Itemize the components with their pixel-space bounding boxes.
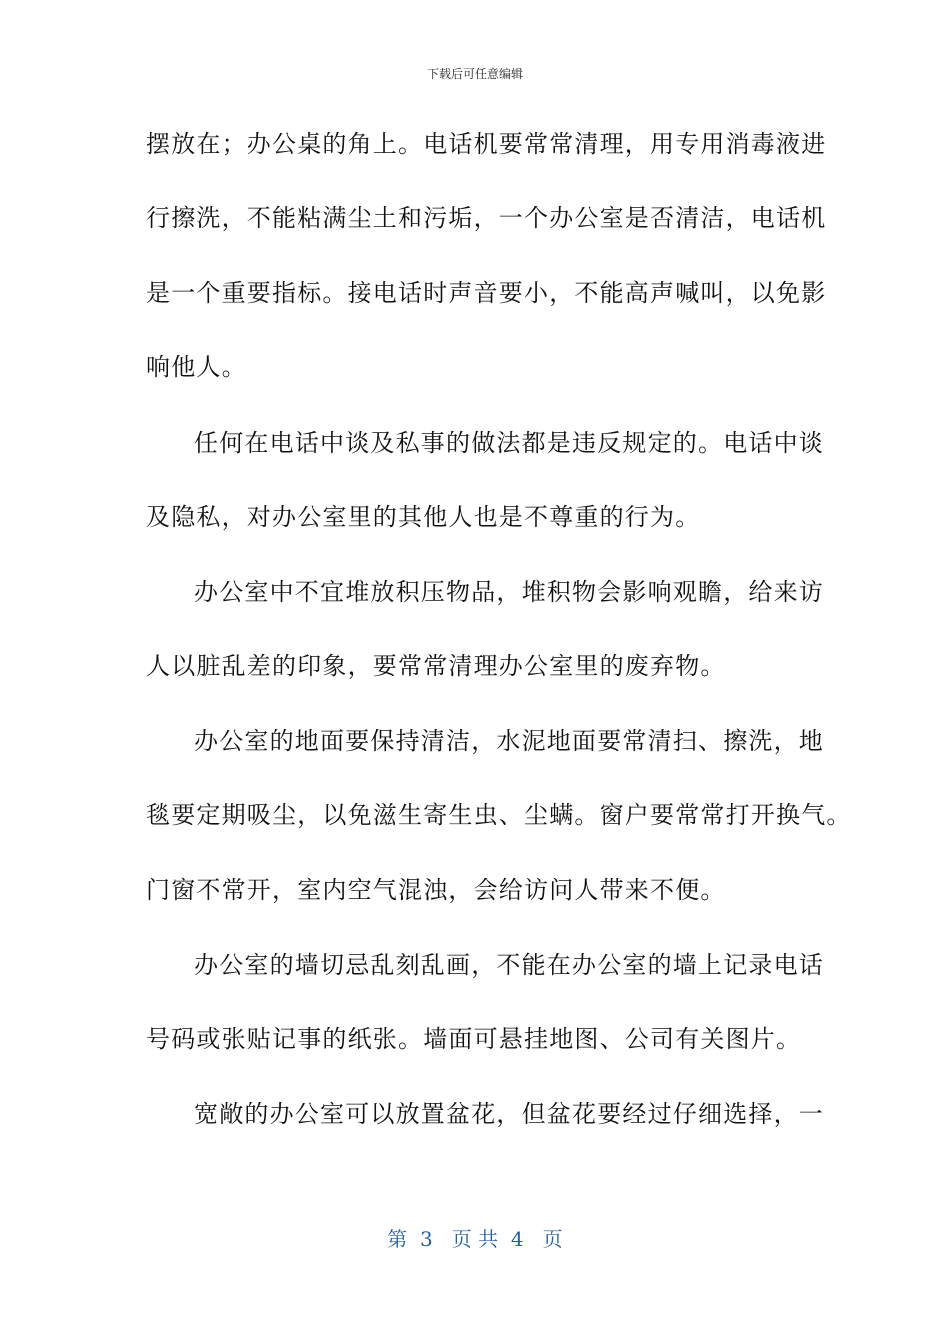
body-line: 摆放在；办公桌的角上。电话机要常常清理，用专用消毒液进: [146, 130, 827, 158]
paragraph-first-line: 宽敞的办公室可以放置盆花，但盆花要经过仔细选择，一: [194, 1100, 824, 1128]
body-line: 号码或张贴记事的纸张。墙面可悬挂地图、公司有关图片。: [146, 1025, 802, 1053]
body-line: 门窗不常开，室内空气混浊，会给访问人带来不便。: [146, 876, 726, 904]
body-line: 是一个重要指标。接电话时声音要小，不能高声喊叫，以免影: [146, 279, 827, 307]
body-line: 毯要定期吸尘，以免滋生寄生虫、尘螨。窗户要常常打开换气。: [146, 801, 852, 829]
paragraph-first-line: 办公室中不宜堆放积压物品，堆积物会影响观瞻，给来访: [194, 578, 824, 606]
paragraph-first-line: 任何在电话中谈及私事的做法都是违反规定的。电话中谈: [194, 429, 824, 457]
page-number-footer: 第 3 页 共 4 页: [387, 1227, 563, 1251]
body-line: 及隐私，对办公室里的其他人也是不尊重的行为。: [146, 503, 701, 531]
paragraph-first-line: 办公室的墙切忌乱刻乱画，不能在办公室的墙上记录电话: [194, 951, 824, 979]
page-header: 下载后可任意编辑: [426, 67, 523, 81]
body-line: 行擦洗，不能粘满尘土和污垢，一个办公室是否清洁，电话机: [146, 204, 827, 232]
body-line: 人以脏乱差的印象，要常常清理办公室里的废弃物。: [146, 652, 726, 680]
paragraph-first-line: 办公室的地面要保持清洁，水泥地面要常清扫、擦洗，地: [194, 727, 824, 755]
body-line: 响他人。: [146, 353, 247, 381]
